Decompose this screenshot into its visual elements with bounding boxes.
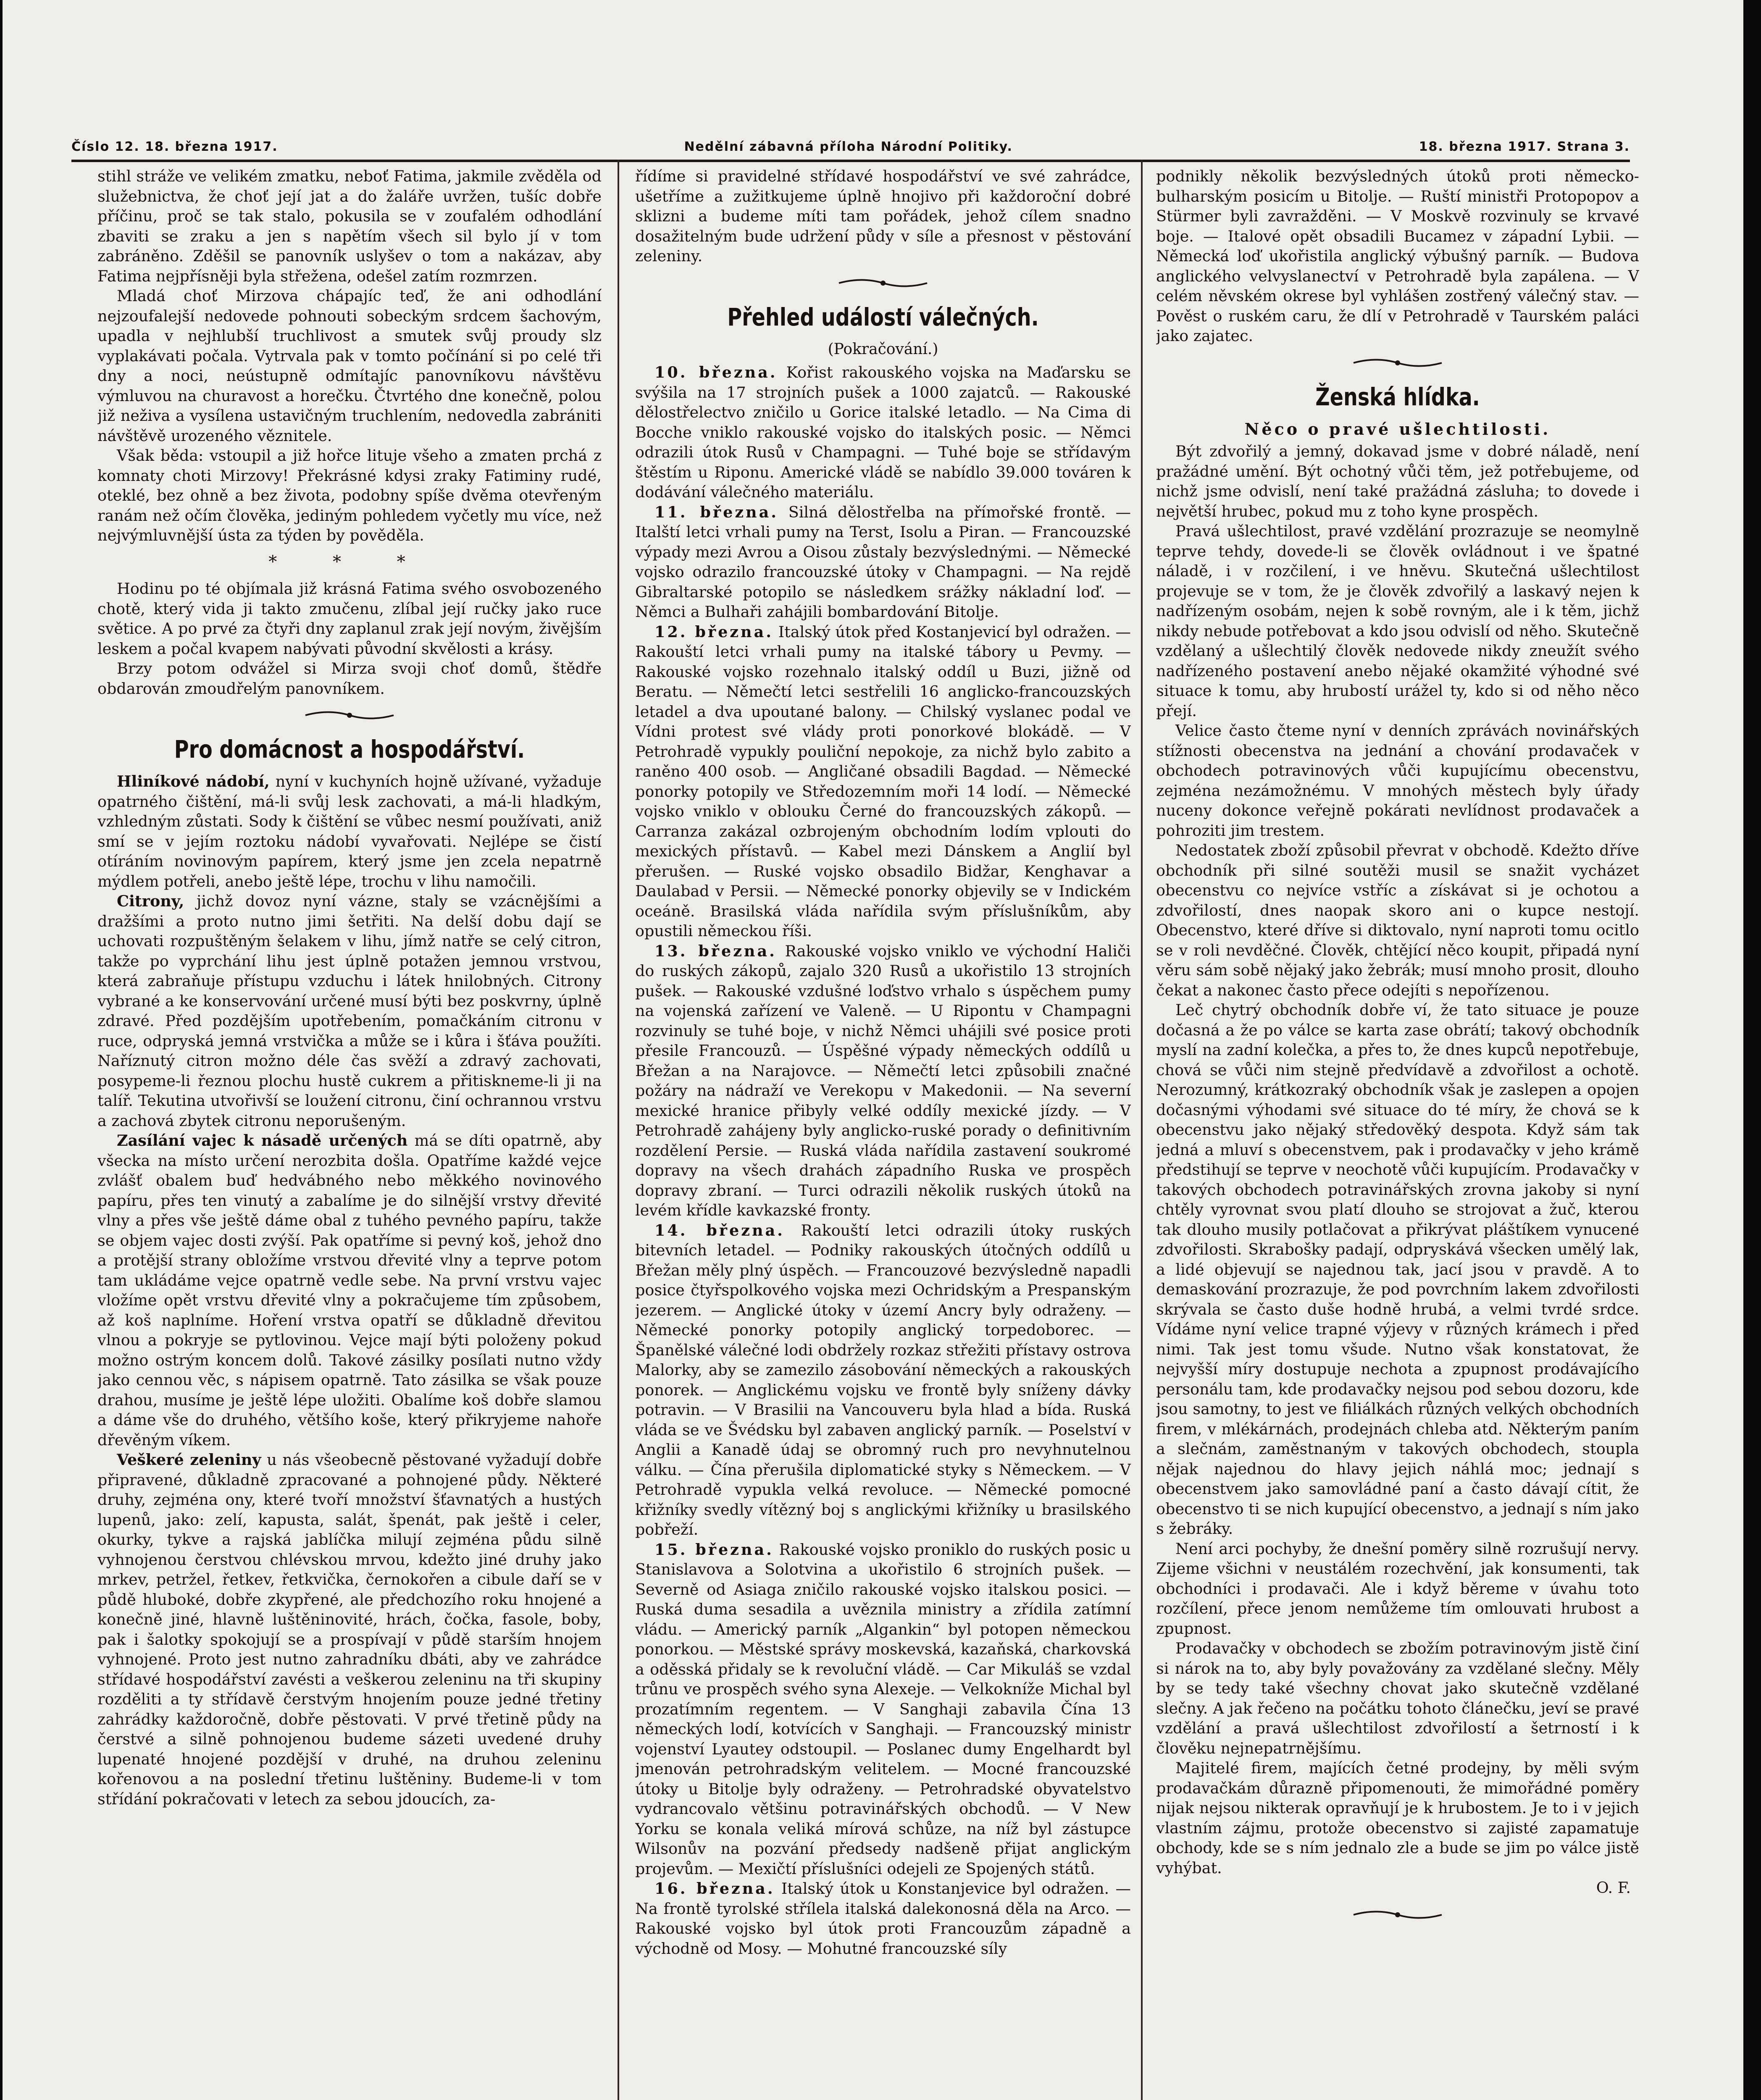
section-heading: Pro domácnost a hospodářství. <box>174 735 525 764</box>
item-text: nyní v kuchyních hojně užívané, vyžaduje opatrného čištění, má-li svůj lesk zachovati, a má-li hladkým, vzhledným zůstati. Sody k čištění se vůbec nesmí používati, aniž smí se v jejím roztoku nádobí vyvařovati. Nejlépe se čistí otíráním novinovým papírem, který jsme jen zcela nepatrně mýdlem potřeli, anebo ještě lépe, trochu v lihu namočili. <box>97 772 602 890</box>
article-paragraph: Pravá ušlechtilost, pravé vzdělání prozrazuje se neomylně teprve tehdy, dovede-li se člověk ovládnout i ve špatné náladě, i v rozčilení, i ve hněvu. Skutečná ušlechtilost projevuje se v tom, že je člověk zdvořilý a laskavý nejen k nadřízeným osobám, nejen k sobě rovným, ale i k těm, jichž nikdy nebude potřebovat a kdo jsou odvislí od něho. Skutečně vzdělaný a ušlechtilý člověk nedovede nikdy zneužít svého nadřízeného postavení anebo nějaké okamžité výhodné své situace k tomu, aby hrubostí urážel ty, kdo si od něho něco přejí. <box>1156 522 1639 720</box>
item-lead: Veškeré zeleniny <box>117 1451 261 1469</box>
story-paragraph: Mladá choť Mirzova chápajíc teď, že ani odhodlání nejzoufalejší nedovede pohnouti sobeckým srdcem šachovým, upadla v nejhlubší truchlivost a smutek svůj proudy slz vyplakávati počala. Vytrvala pak v tomto počínání si po celé tři dny a noci, neústupně odmítajíc panovníkovu návštěvu výmluvou na churavost a horečku. Čtvrtého dne konečně, polou již neživa a vysílena ustavičným truchlením, nedovedla zabrániti návštěvě urozeného věznitele. <box>97 287 602 445</box>
entry-text: Italský útok před Kostanjevicí byl odražen. — Rakouští letci vrhali pumy na italské tábory u Pevmy. — Rakouské vojsko rozehnalo italský oddíl u Buzi, jižně od Beratu. — Němečtí letci sestřelili 16 anglicko-francouzských letadel a dva upoutané balony. — Chilský vyslanec podal ve Vídni protest své vlády proti ponorkové blokádě. — V Petrohradě vypukly pouliční nepokoje, za nichž bylo zabito a raněno 400 osob. — Angličané obsadili Bagdad. — Německé ponorky potopily ve Středozemním moři 14 lodí. — Německé vojsko vniklo v oblouku Černé do francouzských zákopů. — Carranza zakázal ozbrojeným obchodním lodím vplouti do mexických přístavů. — Kabel mezi Dánskem a Anglií byl přerušen. — Ruské vojsko obsadilo Bidžar, Kenghavar a Daulabad v Persii. — Německé ponorky objevily se v Indickém oceáně. Brasilská vláda nařídila svým příslušníkům, aby opustili německou říši. <box>635 622 1131 940</box>
item-text: jichž dovoz nyní vázne, staly se vzácnějšími a dražšími a proto nutno jimi šetřiti. Na delší dobu dají se uchovati rozpuštěným šelakem v lihu, jímž natře se celý citron, takže po vyprchání lihu jest úplně potažen jemnou vrstvou, která zabraňuje přístupu vzduchu i látek hnilobných. Citrony vybrané a ke konservování určené musí býti bez poskvrny, úplně zdravé. Před pozdějším upotřebením, pomačkáním citronu v ruce, odpryská jemná vrstvička a může se i kůra i šťáva použíti. Naříznutý citron možno déle čas svěží a zdravý zachovati, posypeme-li řeznou plochu hustě cukrem a přitiskneme-li ji na talíř. Tekutina utvořivší se loužení citronu, činí ochrannou vrstvu a zachová zbytek citronu neporušeným. <box>97 892 602 1130</box>
item-lead: Hliníkové nádobí, <box>117 772 270 790</box>
story-paragraph: Hodinu po té objímala již krásná Fatima svého osvobozeného chotě, který vida ji takto zmučenu, zlíbal její ručky jako ruce světice. A po prvé za čtyři dny zaplanul zrak její novým, živějším leskem a počal kvapem nabývati původní skvělosti a krásy. <box>97 580 602 658</box>
article-paragraph: Majitelé firem, majících četné prodejny, by měli svým prodavačkám důrazně připomenouti, že mimořádné poměry nijak nejsou nikterak opravňují je k hrubostem. Je to i v jejich vlastním zájmu, protože obecenstvo si zajisté zapamatuje obchody, kde se s ním jednalo zle a bude se jim po válce jistě vyhýbat. <box>1156 1759 1639 1877</box>
entry-text: Italský útok u Konstanjevice byl odražen. — Na frontě tyrolské střílela italská dalekonosná děla na Arco. — Rakouské vojsko byl útok proti Francouzům západně a východně od Mosy. — Mohutné francouzské síly <box>635 1880 1131 1958</box>
entry-date: 13. března. <box>654 942 777 960</box>
ornament-divider <box>97 704 602 726</box>
entry-date: 14. března. <box>654 1221 785 1239</box>
section-break-stars: * * * <box>268 552 431 572</box>
page-header <box>71 134 1630 159</box>
header-title: Nedělní zábavná příloha Národní Politiky. <box>684 139 1013 154</box>
entry-text: Kořist rakouského vojska na Maďarsku se svýšila na 17 strojních pušek a 1000 zajatců. — Rakouské dělostřelectvo zničilo u Gorice italské letadlo. — Na Cima di Bocche vniklo rakouské vojsko do italských posic. — Němci odrazili útok Rusů v Champagni. — Tuhé boje se střídavým štěstím u Riponu. Americké vládě se nabídlo 39.000 továren k dodávání válečného materiálu. <box>635 363 1131 501</box>
entry-text: Silná dělostřelba na přímořské frontě. — Italští letci vrhali pumy na Terst, Isolu a Piran. — Francouzské výpady mezi Avrou a Oisou zůstaly bezvýslednými. — Německé vojsko odrazilo francouzské útoky v Champagni. — Na rejdě Gibraltarské potopilo se následkem srážky nákladní loď. — Němci a Bulhaři zahájili bombardování Bitolje. <box>635 503 1131 621</box>
article-paragraph: Být zdvořilý a jemný, dokavad jsme v dobré náladě, není pražádné umění. Být ochotný vůči těm, jež potřebujeme, od nichž jsme odvislí, není také pražádná zásluha; to dovede i největší hrubec, pokud mu z toho kyne prospěch. <box>1156 442 1639 520</box>
ornament-divider <box>1156 1904 1639 1926</box>
section-subheading: Něco o pravé ušlechtilosti. <box>1244 419 1551 438</box>
ornament-divider <box>1156 352 1639 374</box>
header-date-page: 18. března 1917. Strana 3. <box>1419 139 1630 154</box>
article-paragraph: Leč chytrý obchodník dobře ví, že tato situace je pouze dočasná a že po válce se karta zase obrátí; takový obchodník myslí na zadní kolečka, a přes to, že dnes kupců nepotřebuje, chová se vůči nim stejně předvídavě a zdvořilost a ochotě. Nerozumný, krátkozraký obchodník však je zaslepen a opojen dočasnými výhodami své situace do té míry, že chová se k obecenstvu jako nějaký středověký despota. Když sám tak jedná a mluví s obecenstvem, pak i prodavačky v jeho krámě předstihují se teprve v neochotě vůči kupujícím. Prodavačky v takových obchodech potravinářských zrovna jakoby si nyní chtěly vyrovnat svou platí dlouho se strojovat a žuč, kterou tak dlouho musily potlačovat a přikrývat pláštíkem vynucené zdvořilosti. Skrabošky padají, odpryskává všecken umělý lak, a lidé objevují se najednou tak, jací jsou v pravdě. A to demaskování prozrazuje, že pod povrchním lakem zdvořilosti skrývala se často duše hodně hrubá, a velmi tvrdé srdce. Vídáme nyní velice trapné výjevy v různých krámech i před nimi. Tak jest tomu všude. Nutno však konstatovat, že nejvyšší míry dostupuje nechota a zpupnost prodávajícího personálu tam, kde prodavačky nejsou pod sebou dozoru, kde jsou samotny, to jest ve filiálkách různých velkých obchodních firem, v mlékárnách, prodejnách chleba atd. Některým paním a slečnám, zaměstnaným v takových obchodech, stoupla nějak najednou do hlavy jejich náhlá moc; jednají s obecenstvem jako samovládné paní a často dávají cítit, že obecenstvo ti se nich kupující obecenstvo, a jednají s ním jako s žebráky. <box>1156 1001 1639 1538</box>
entry-date: 15. března. <box>654 1540 774 1559</box>
scan-edge-right <box>1743 0 1761 2100</box>
column-2 <box>635 166 1131 2100</box>
column-divider-1 <box>618 160 619 2100</box>
article-paragraph: Nedostatek zboží způsobil převrat v obchodě. Kdežto dříve obchodník při silné soutěži musil se snažit vycházet obecenstvu co nejvíce vstříc a získávat si je ochotou a zdvořilostí, dnes naopak skoro ani o kupce nestojí. Obecenstvo, které dříve si diktovalo, nyní naproti tomu ocitlo se v roli nevděčné. Člověk, chtějící něco koupit, připadá nyní věru sám sobě nějaký jako žebrák; musí mnoho prosit, dlouho čekat a nakonec často přece odejíti s nepořízenou. <box>1156 841 1639 999</box>
entry-date: 10. března. <box>654 363 778 381</box>
item-text: u nás všeobecně pěstované vyžadují dobře připravené, důkladně zpracované a pohnojené půdy. Některé druhy, zejména ony, které tvoří množství šťavnatých a hustých lupenů, jako: zelí, kapusta, salát, špenát, pak ještě i celer, okurky, tykve a rajská jablíčka milují zejména půdu silně vyhnojenou čerstvou chlévskou mrvou, kdežto jiné druhy jako mrkev, petržel, řetkev, řetkvička, černokořen a cibule daří se v půdě hluboké, dobře zkypřené, ale předchozího roku hnojené a konečně jiné, hlavně luštěninovité, hrách, čočka, fasole, boby, pak i šalotky spokojují se a prospívají v půdě starším hnojem vyhnojené. Proto jest nutno zahradníku dbáti, aby ve zahrádce střídavé hospodářství zavésti a veškerou zeleninu na tři skupiny rozděliti a ty střídavě čerstvým hnojením pouze jedné třetiny zahrádky každoročně, dobře pěstovati. V prvé třetině půdy na čerstvé a silně pohnojenou budeme sázeti uvedené druhy lupenaté hnojené pozdější v druhé, na druhou zeleninu kořenovou a na poslední třetinu luštěniny. Budeme-li v tom střídání pokračovati v letech za sebou jdoucích, za- <box>97 1451 602 1808</box>
header-rule <box>71 160 1630 162</box>
article-paragraph: řídíme si pravidelné střídavé hospodářství ve své zahrádce, ušetříme a zužitkujeme úplně hnojivo při každoroční dobré sklizni a budeme míti tam pořádek, jehož cílem snadno dosažitelným bude udržení půdy v síle a přesnost v pěstování zeleniny. <box>635 167 1131 265</box>
header-issue: Číslo 12. 18. března 1917. <box>71 139 278 154</box>
story-paragraph: Však běda: vstoupil a již hořce lituje všeho a zmaten prchá z komnaty choti Mirzovy! Překrásné kdysi zraky Fatiminy rudé, oteklé, bez ohně a bez života, podobny spíše dvěma otevřeným ranám než očím člověka, jediným pohledem vyčetly mu více, než nejvýmluvnější ústa za týden by pověděla. <box>97 446 602 544</box>
author-signature: O. F. <box>1596 1879 1631 1897</box>
story-paragraph: Brzy potom odvážel si Mirza svoji choť domů, štědře obdarován zmoudřelým panovníkem. <box>97 659 602 698</box>
item-text: má se díti opatrně, aby všecka na místo určení nerozbita došla. Opatříme každé vejce zvlášť obalem buď hedvábného nebo měkkého novinového papíru, přes ten vinutý a zabalíme je do silnější vrstvy dřevité vlny a přes vše ještě dáme obal z tuhého pevného papíru, takže se objem vajec dosti zvýší. Pak opatříme si pevný koš, jehož dno a protější strany obložíme vrstvou dřevité vlny a teprve potom tam ukládáme vejce opatrně vedle sebe. Na první vrstvu vajec vložíme opět vrstvu dřevité vlny a pokračujeme tím způsobem, až koš naplníme. Hoření vrstva opatří se důkladně dřevitou vlnou a pokryje se pytlovinou. Vejce mají býti položeny pokud možno ostrým koncem dolů. Takové zásilky posílati nutno vždy jako cennou věc, s nápisem opatrně. Tato zásilka se však pouze drahou, musíme je ještě lépe uložiti. Obalíme koš dobře slamou a dáme vše do druhého, většího koše, který přikryjeme nahoře dřevěným víkem. <box>97 1131 602 1449</box>
section-heading: Ženská hlídka. <box>1315 382 1480 411</box>
article-paragraph: podnikly několik bezvýsledných útoků proti německo-bulharským posicím u Bitolje. — Ruští ministři Protopopov a Stürmer byli zavražděni. — V Moskvě rozvinuly se krvavé boje. — Italové opět obsadili Bucamez v západní Lybii. — Německá loď ukořistila anglický výbušný parník. — Budova anglického velvyslanectví v Petrohradě byla zapálena. — V celém něvském okrese byl vyhlášen zostřený válečný stav. — Pověst o ruském caru, že dlí v Petrohradě v Taurském paláci jako zajatec. <box>1156 167 1639 345</box>
ornament-divider <box>635 272 1131 294</box>
column-3 <box>1156 166 1639 2100</box>
entry-text: Rakouské vojsko proniklo do ruských posic u Stanislavova a Solotvina a ukořistilo 6 strojních pušek. — Severně od Asiaga zničilo rakouské vojsko italskou posici. — Ruská duma sesadila a uvěznila ministry a zřídila zatímní vládu. — Americký parník „Algankin“ byl potopen německou ponorkou. — Městské správy moskevská, kazaňská, charkovská a oděsská přidaly se k revoluční vládě. — Car Mikuláš se vzdal trůnu ve prospěch svého syna Alexeje. — Velkokníže Michal byl prozatímním regentem. — V Sanghaji zabavila Čína 13 německých lodí, kotvících v Sanghaji. — Francouzský ministr vojenství Lyautey odstoupil. — Poslanec dumy Engelhardt byl jmenován petrohradským velitelem. — Mocné francouzské útoky u Bitolje byly odraženy. — Petrohradské obyvatelstvo vydrancovalo většinu potravinářských obchodů. — V New Yorku se konala veliká mírová schůze, na níž byl zástupce Wilsonův na pozvání předsedy nadšeně přijat anglickým projevům. — Mexičtí příslušníci odejeli ze Spojených států. <box>635 1540 1131 1878</box>
article-paragraph: Není arci pochyby, že dnešní poměry silně rozrušují nervy. Zijeme všichni v neustálém rozechvění, jak konsumenti, tak obchodníci i prodavači. Ale i když běreme v úvahu toto rozčílení, přece jenom nemůžeme tím omlouvati hrubost a zpupnost. <box>1156 1539 1639 1638</box>
section-heading: Přehled událostí válečných. <box>727 302 1039 331</box>
column-1 <box>97 166 602 2100</box>
item-lead: Zasílání vajec k násadě určených <box>117 1131 408 1150</box>
entry-text: Rakouští letci odrazili útoky ruských bitevních letadel. — Podniky rakouských útočných oddílů u Břežan měly plný úspěch. — Francouzové bezvýsledně napadli posice čtyřspolkového vojska mezi Ochridským a Prespanským jezerem. — Anglické útoky v území Ancry byly odraženy. — Německé ponorky potopily anglický torpedoborec. — Španělské válečné lodi obdržely rozkaz střežiti přístavy ostrova Malorky, aby se zamezilo zásobování německých a rakouských ponorek. — Anglickému vojsku ve frontě byly sníženy dávky potravin. — V Brasilii na Vancouveru byla hlad a bída. Ruská vláda se ve Švédsku byl zabaven anglický parník. — Poselství v Anglii a Kanadě údaj se obromný ruch pro nevyhnutelnou válku. — Čína přerušila diplomatické styky s Německem. — V Petrohradě vypukla velká revoluce. — Německé pomocné křižníky svedly vítězný boj s anglickými křižníky u brasilského pobřeží. <box>635 1221 1131 1538</box>
entry-text: Rakouské vojsko vniklo ve východní Haliči do ruských zákopů, zajalo 320 Rusů a ukořistilo 13 strojních pušek. — Rakouské vzdušné loďstvo vrhalo s úspěchem pumy na vojenská zařízení ve Valeně. — U Ripontu v Champagni rozvinuly se tuhé boje, v nichž Němci uhájili své posice proti přesile Francouzů. — Úspěšné výpady německých oddílů u Břežan a na Narajovce. — Němečtí letci způsobili značné požáry na nádraží ve Verekopu v Makedonii. — Na severní mexické hranice přibyly velké oddíly mexické jízdy. — V Petrohradě zahájeny byly anglicko-ruské porady o definitivním rozdělení Persie. — Ruská vláda nařídila zastavení soukromé dopravy na všech drahách západního Ruska ve prospěch dopravy zbraní. — Turci odrazili několik ruských útoků na levém křídle kavkazské fronty. <box>635 942 1131 1219</box>
entry-date: 12. března. <box>654 622 773 641</box>
article-paragraph: Prodavačky v obchodech se zbožím potravinovým jistě činí si nárok na to, aby byly považovány za vzdělané slečny. Měly by se tedy také všechny chovat jako skutečně vzdělané slečny. A jak řečeno na počátku tohoto článečku, jeví se pravé vzdělání a pravá ušlechtilost zdvořilostí a šetrností i k člověku nejnepatrnějšímu. <box>1156 1639 1639 1757</box>
entry-date: 16. března. <box>654 1880 775 1898</box>
section-subheading: (Pokračování.) <box>828 340 938 358</box>
column-divider-2 <box>1141 160 1143 2100</box>
article-paragraph: Velice často čteme nyní v denních zprávách novinářských stížnosti obecenstva na jednání a chování prodavaček v obchodech potravinových vůči kupujícímu obecenstvu, zejména nezámožnému. V mnohých městech byly úřady nuceny dokonce veřejně pokárati nevlídnost prodavaček a pohroziti jim trestem. <box>1156 722 1639 840</box>
entry-date: 11. března. <box>654 503 778 521</box>
scan-edge-left <box>0 0 3 2100</box>
story-paragraph: stihl stráže ve velikém zmatku, neboť Fatima, jakmile zvěděla od služebnictva, že choť její jat a do žaláře uvržen, tušíc dobře příčinu, proč se tak stalo, pokusila se v zoufalém odhodlání zbaviti se zraku a jen s napětím všech sil bylo jí v tom zabráněno. Zděšil se panovník uslyšev o tom a nakázav, aby Fatima nejpřísněji byla střežena, odešel zatím rozmrzen. <box>97 167 602 285</box>
item-lead: Citrony, <box>117 892 184 910</box>
